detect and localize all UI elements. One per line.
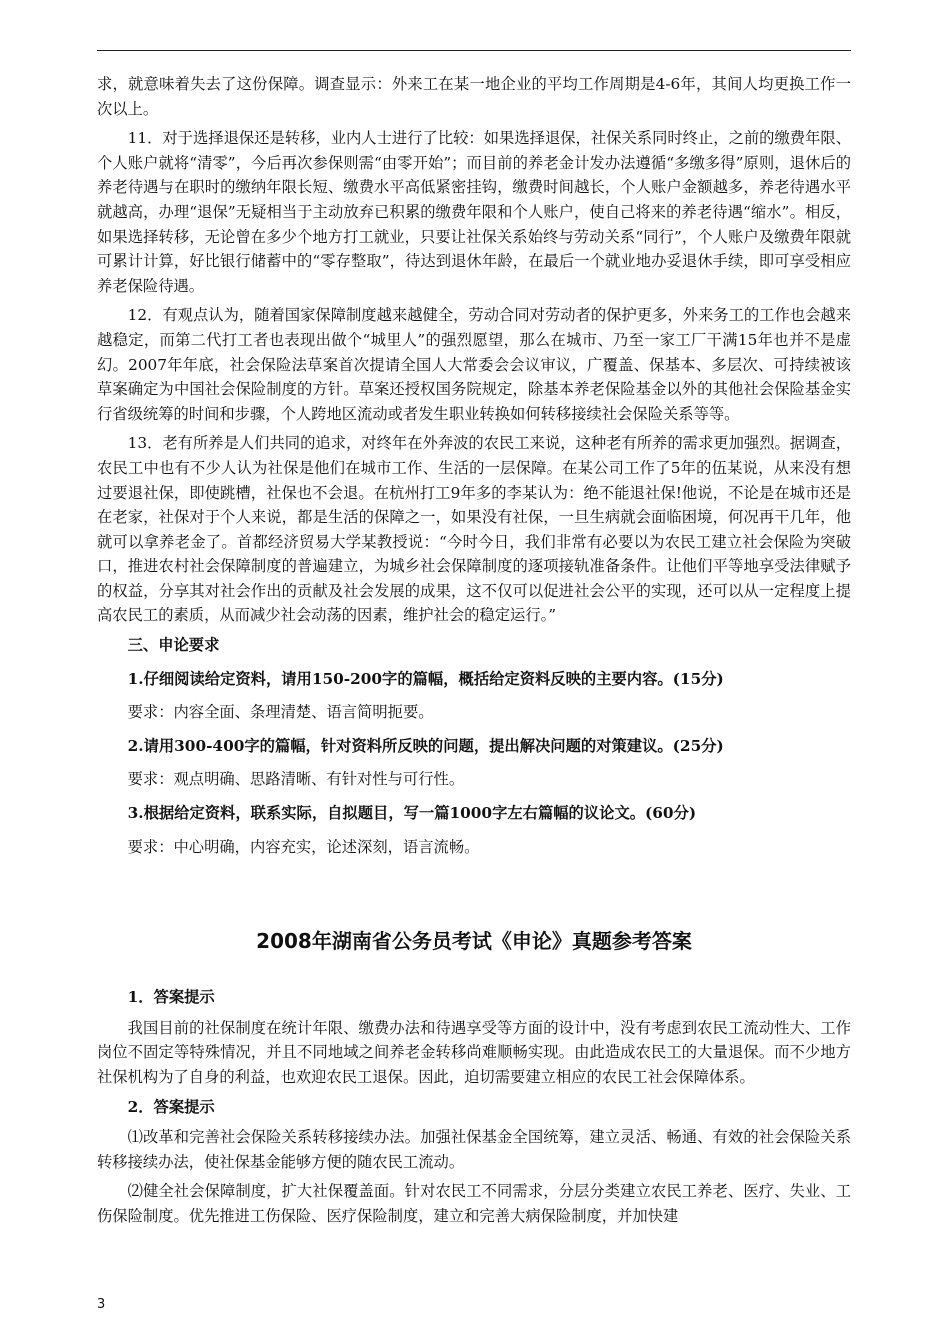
requirement-3: 要求：中心明确，内容充实，论述深刻，语言流畅。 xyxy=(127,837,480,856)
answer-1-text: 我国目前的社保制度在统计年限、缴费办法和待遇享受等方面的设计中，没有考虑到农民工流动性大、工作岗位不固定等特殊情况，并且不同地域之间养老金转移尚难顺畅实现。由此造成农民工的大量退保。而不少地方社保机构为了自身的利益，也欢迎农民工退保。因此，迫切需要建立相应的农民工社会保障体系。 xyxy=(97,1018,851,1086)
answer-title: 2008年湖南省公务员考试《申论》真题参考答案 xyxy=(256,929,692,954)
requirement-2: 要求：观点明确、思路清晰、有针对性与可行性。 xyxy=(127,770,465,789)
page-number: 3 xyxy=(97,1297,106,1312)
question-2: 2.请用300-400字的篇幅，针对资料所反映的问题，提出解决问题的对策建议。(25分) xyxy=(127,736,724,755)
answer-1-heading: 1．答案提示 xyxy=(127,988,215,1007)
header-rule xyxy=(97,50,851,51)
question-1: 1.仔细阅读给定资料，请用150-200字的篇幅，概括给定资料反映的主要内容。(15分) xyxy=(127,669,724,688)
section-3-title: 三、申论要求 xyxy=(127,636,220,655)
document-body xyxy=(97,72,851,1234)
continuation-paragraph: 求，就意味着失去了这份保障。调查显示：外来工在某一地企业的平均工作周期是4-6年，其间人均更换工作一次以上。 xyxy=(97,75,851,118)
answer-2-heading: 2．答案提示 xyxy=(127,1097,215,1116)
answer-2-paragraph-1: ⑴改革和完善社会保险关系转移接续办法。加强社保基金全国统筹，建立灵活、畅通、有效的社会保险关系转移接续办法，使社保基金能够方便的随农民工流动。 xyxy=(97,1128,851,1171)
paragraph-12: 12．有观点认为，随着国家保障制度越来越健全，劳动合同对劳动者的保护更多，外来务工的工作也会越来越稳定，而第二代打工者也表现出做个“城里人”的强烈愿望，那么在城市、乃至一家工厂干满15年也并不是虚幻。2007年年底，社会保险法草案首次提请全国人大常委会会议审议，广覆盖、保基本、多层次、可持续被该草案确定为中国社会保险制度的方针。草案还授权国务院规定，除基本养老保险基金以外的其他社会保险基金实行省级统筹的时间和步骤，个人跨地区流动或者发生职业转换如何转移接续社会保险关系等等。 xyxy=(97,306,851,423)
answer-2-paragraph-2: ⑵健全社会保障制度，扩大社保覆盖面。针对农民工不同需求，分层分类建立农民工养老、医疗、失业、工伤保险制度。优先推进工伤保险、医疗保险制度，建立和完善大病保险制度，并加快建 xyxy=(97,1182,851,1225)
requirement-1: 要求：内容全面、条理清楚、语言简明扼要。 xyxy=(127,703,434,722)
paragraph-11: 11．对于选择退保还是转移，业内人士进行了比较：如果选择退保，社保关系同时终止，之前的缴费年限、个人账户就将“清零”，今后再次参保则需“由零开始”；而目前的养老金计发办法遵循“多缴多得”原则，退休后的养老待遇与在职时的缴纳年限长短、缴费水平高低紧密挂钩，缴费时间越长，个人账户金额越多，养老待遇水平就越高，办理“退保”无疑相当于主动放弃已积累的缴费年限和个人账户，使自己将来的养老待遇“缩水”。相反，如果选择转移，无论曾在多少个地方打工就业，只要让社保关系始终与劳动关系“同行”，个人账户及缴费年限就可累计计算，好比银行储蓄中的“零存整取”，待达到退休年龄，在最后一个就业地办妥退休手续，即可享受相应养老保险待遇。 xyxy=(97,129,851,295)
question-3: 3.根据给定资料，联系实际，自拟题目，写一篇1000字左右篇幅的议论文。(60分) xyxy=(127,804,697,823)
paragraph-13: 13．老有所养是人们共同的追求，对终年在外奔波的农民工来说，这种老有所养的需求更加强烈。据调查，农民工中也有不少人认为社保是他们在城市工作、生活的一层保障。在某公司工作了5年的伍某说，从来没有想过要退社保，即使跳槽，社保也不会退。在杭州打工9年多的李某认为：绝不能退社保!他说，不论是在城市还是在老家，社保对于个人来说，都是生活的保障之一，如果没有社保，一旦生病就会面临困境，何况再干几年，他就可以拿养老金了。首都经济贸易大学某教授说：“今时今日，我们非常有必要以为农民工建立社会保险为突破口，推进农村社会保障制度的普遍建立，为城乡社会保障制度的逐项接轨准备条件。让他们平等地享受法律赋予的权益，分享其对社会作出的贡献及社会发展的成果，这不仅可以促进社会公平的实现，还可以从一定程度上提高农民工的素质，从而减少社会动荡的因素，维护社会的稳定运行。” xyxy=(97,434,851,625)
